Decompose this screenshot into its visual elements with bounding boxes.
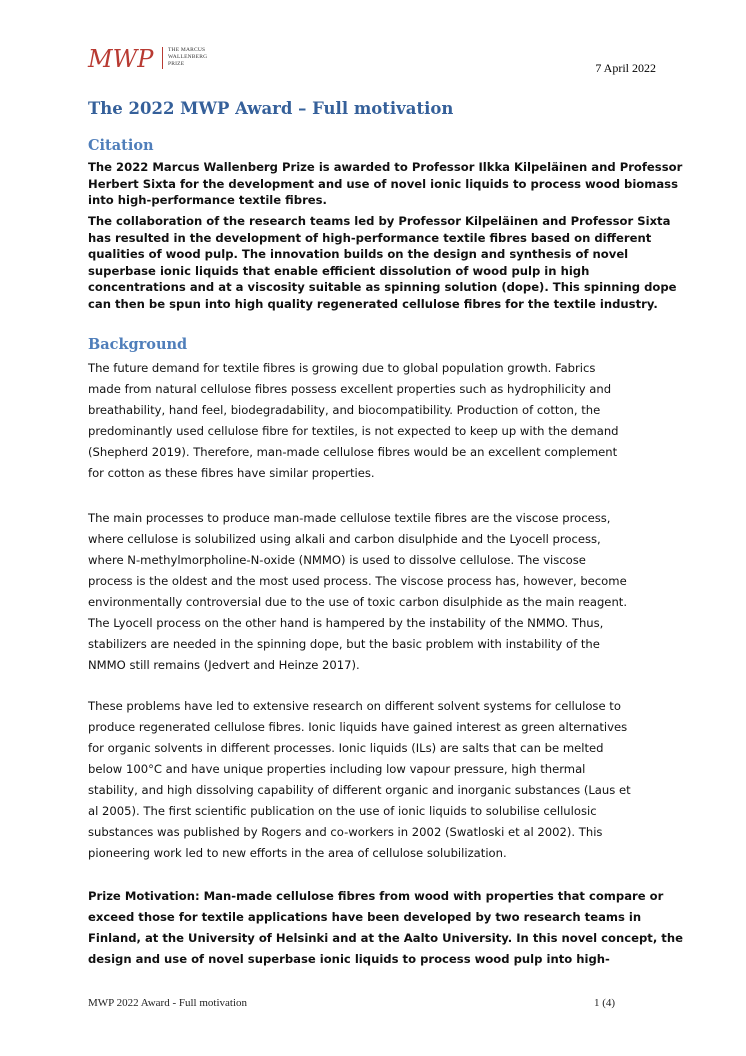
text-line: produce regenerated cellulose fibres. Ionic liquids have gained interest as green alternatives — [88, 720, 628, 734]
text-line: breathability, hand feel, biodegradability, and biocompatibility. Production of cotton, the — [88, 403, 601, 417]
text-line: design and use of novel superbase ionic liquids to process wood pulp into high- — [88, 952, 610, 966]
text-line: process is the oldest and the most used process. The viscose process has, however, become — [88, 574, 627, 588]
text-line: can then be spun into high quality regenerated cellulose fibres for the textile industry. — [88, 296, 658, 311]
text-line: These problems have led to extensive research on different solvent systems for cellulose to — [88, 699, 621, 713]
logo-text-line: PRIZE — [168, 61, 185, 67]
logo-divider — [162, 47, 163, 69]
text-line: stabilizers are needed in the spinning dope, but the basic problem with instability of the — [88, 637, 600, 651]
text-line: Finland, at the University of Helsinki and at the Aalto University. In this novel concept, the — [88, 931, 683, 945]
background-paragraph-3 — [88, 696, 660, 864]
footer-title: MWP 2022 Award - Full motivation — [88, 997, 247, 1009]
logo-text-line: THE MARCUS — [168, 47, 206, 53]
text-line: where N-methylmorpholine-N-oxide (NMMO) is used to dissolve cellulose. The viscose — [88, 553, 586, 567]
text-line: The future demand for textile fibres is growing due to global population growth. Fabrics — [88, 361, 596, 375]
citation-heading: Citation — [88, 137, 154, 154]
background-paragraph-2 — [88, 508, 660, 676]
text-line: concentrations and at a viscosity suitable as spinning solution (dope). This spinning dope — [88, 280, 677, 294]
text-line: made from natural cellulose fibres possess excellent properties such as hydrophilicity and — [88, 382, 612, 396]
text-line: superbase ionic liquids that enable efficient dissolution of wood pulp in high — [88, 263, 590, 278]
text-line: The 2022 Marcus Wallenberg Prize is awarded to Professor Ilkka Kilpeläinen and Professor — [88, 160, 683, 174]
text-line: qualities of wood pulp. The innovation builds on the design and synthesis of novel — [88, 247, 629, 261]
page-title: The 2022 MWP Award – Full motivation — [88, 99, 454, 118]
text-line: below 100°C and have unique properties including low vapour pressure, high thermal — [88, 762, 586, 776]
text-line: stability, and high dissolving capability of different organic and inorganic substances (Laus et — [88, 783, 631, 797]
text-line: The main processes to produce man-made cellulose textile fibres are the viscose process, — [88, 511, 611, 525]
background-heading: Background — [88, 336, 188, 353]
background-paragraph-1 — [88, 358, 660, 484]
text-line: NMMO still remains (Jedvert and Heinze 2017). — [88, 658, 360, 672]
text-line: where cellulose is solubilized using alkali and carbon disulphide and the Lyocell process, — [88, 532, 601, 546]
text-line: substances was published by Rogers and co-workers in 2002 (Swatloski et al 2002). This — [88, 825, 603, 839]
logo-text-line: WALLENBERG — [168, 54, 208, 60]
prize-motivation-paragraph — [88, 886, 683, 970]
citation-paragraph-1 — [88, 159, 683, 209]
logo-text — [168, 47, 207, 68]
text-line: pioneering work led to new efforts in the area of cellulose solubilization. — [88, 846, 507, 860]
text-line: into high-performance textile fibres. — [88, 193, 327, 207]
text-line: for cotton as these fibres have similar properties. — [88, 466, 375, 480]
text-line: Herbert Sixta for the development and use of novel ionic liquids to process wood biomass — [88, 176, 678, 191]
text-line: exceed those for textile applications have been developed by two research teams in — [88, 910, 642, 924]
text-line: predominantly used cellulose fibre for textiles, is not expected to keep up with the demand — [88, 424, 619, 438]
text-line: The collaboration of the research teams led by Professor Kilpeläinen and Professor Sixta — [88, 214, 671, 228]
mwp-logo — [88, 44, 248, 74]
text-line: for organic solvents in different processes. Ionic liquids (ILs) are salts that can be melted — [88, 741, 604, 755]
text-line: The Lyocell process on the other hand is hampered by the instability of the NMMO. Thus, — [88, 616, 604, 630]
text-line: al 2005). The first scientific publication on the use of ionic liquids to solubilise cellulosic — [88, 804, 597, 818]
citation-paragraph-2 — [88, 213, 677, 312]
text-line: has resulted in the development of high-performance textile fibres based on different — [88, 230, 652, 245]
text-line: (Shepherd 2019). Therefore, man-made cellulose fibres would be an excellent complement — [88, 445, 618, 459]
text-line: environmentally controversial due to the use of toxic carbon disulphide as the main reagent. — [88, 595, 628, 609]
text-line: Prize Motivation: Man-made cellulose fibres from wood with properties that compare or — [88, 889, 664, 903]
page-number: 1 (4) — [594, 997, 616, 1009]
logo-mark: MWP — [88, 45, 154, 73]
document-date: 7 April 2022 — [595, 61, 656, 75]
